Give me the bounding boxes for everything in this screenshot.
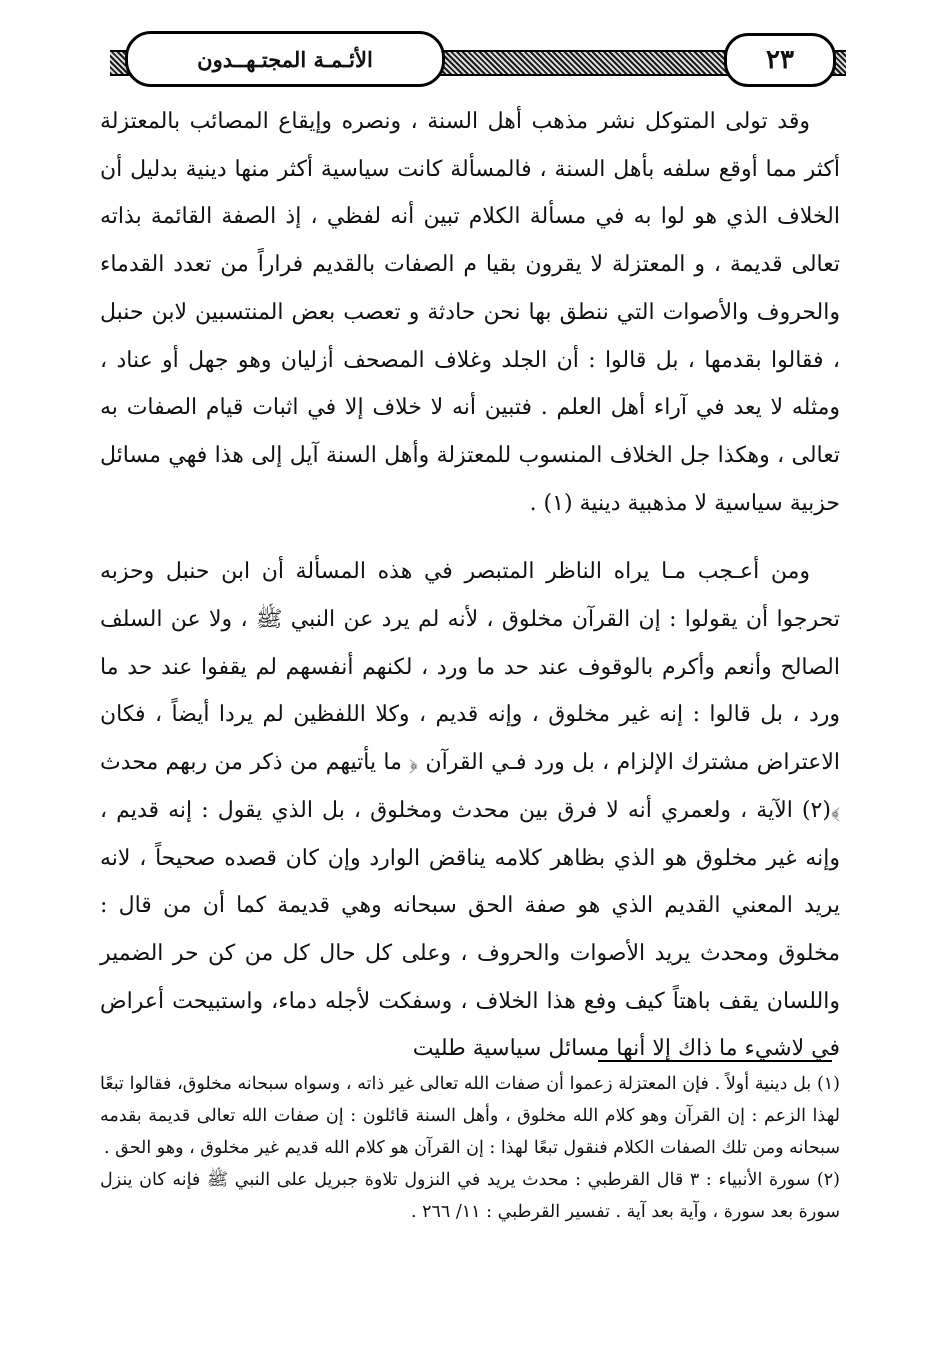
footnote-2: (٢) سورة الأنبياء : ٣ قال القرطبي : محدث يريد في النزول تلاوة جبريل على النبي ﷺ فإنه كان ينزل سورة بعد سورة ، وآية بعد آية . تفسير القرطبي : ١١/ ٢٦٦ . [100,1170,840,1222]
paragraph-2: ومن أعـجب مـا يراه الناظر المتبصر في هذه المسألة أن ابن حنبل وحزبه تحرجوا أن يقولوا : إن القرآن مخلوق ، لأنه لم يرد عن النبي ﷺ ، ولا عن السلف الصالح وأنعم وأكرم بالوقوف عند حد ما ورد ، لكنهم أنفسهم لم يقفوا عند حد ما ورد ، بل قالوا : إنه غير مخلوق ، وإنه قديم ، وكلا اللفظين لم يردا أيضاً ، فكان الاعتراض مشترك الإلزام ، بل ورد فـي القرآن ﴿ ما يأتيهم من ذكر من ربهم محدث ﴾(٢) الآية ، ولعمري أنه لا فرق بين محدث ومخلوق ، بل الذي يقول : إنه قديم ، وإنه غير مخلوق هو الذي بظاهر كلامه يناقض الوارد وإن كان قصده صحيحاً ، لانه يريد المعني القديم الذي هو صفة الحق سبحانه وهي قديمة كما أن من قال : مخلوق ومحدث يريد الأصوات والحروف ، وعلى كل حال كل من كن حر الضمير واللسان يقف باهتاً كيف وفع هذا الخلاف ، وسفكت لأجله دماء، واستبيحت أعراض في لاشيء ما ذاك إلا أنها مسائل سياسية طليت [100,559,840,1062]
footnote-1: (١) بل دينية أولاً . فإن المعتزلة زعموا أن صفات الله تعالى غير ذاته ، وسواه سبحانه مخلوق، فقالوا تبعًا لهذا الزعم : إن القرآن وهو كلام الله مخلوق ، وأهل السنة قائلون : إن صفات الله تعالى قديمة بقدمه سبحانه ومن تلك الصفات الكلام فنقول تبعًا لهذا : إن القرآن هو كلام الله قديم غير مخلوق ، وهو الحق . [100,1074,840,1158]
footnote-divider [598,1060,832,1062]
running-title: الأئـمـة المجتـهــدون [125,31,445,87]
main-text [100,98,840,1073]
paragraph-1: وقد تولى المتوكل نشر مذهب أهل السنة ، ونصره وإيقاع المصائب بالمعتزلة أكثر مما أوقع سلفه بأهل السنة ، فالمسألة كانت سياسية أكثر منها دينية بدليل أن الخلاف الذي هو لوا به في مسألة الكلام تبين أنه لفظي ، إذ الصفة القائمة بذاته تعالى قديمة ، و المعتزلة لا يقرون بقيا م الصفات بالقديم فراراً من تعدد القدماء والحروف والأصوات التي ننطق بها نحن حادثة و تعصب بعض المنتسبين لابن حنبل ، فقالوا بقدمها ، بل قالوا : أن الجلد وغلاف المصحف أزليان وهو جهل أو عناد ، ومثله لا يعد في آراء أهل العلم . فتبين أنه لا خلاف إلا في اثبات قيام الصفات به تعالى ، وهكذا جل الخلاف المنسوب للمعتزلة وأهل السنة آيل إلى هذا فهي مسائل حزبية سياسية لا مذهبية دينية (١) . [100,109,840,516]
footnotes [100,1068,840,1228]
page-header [110,28,846,94]
page-number: ٢٣ [724,33,836,87]
